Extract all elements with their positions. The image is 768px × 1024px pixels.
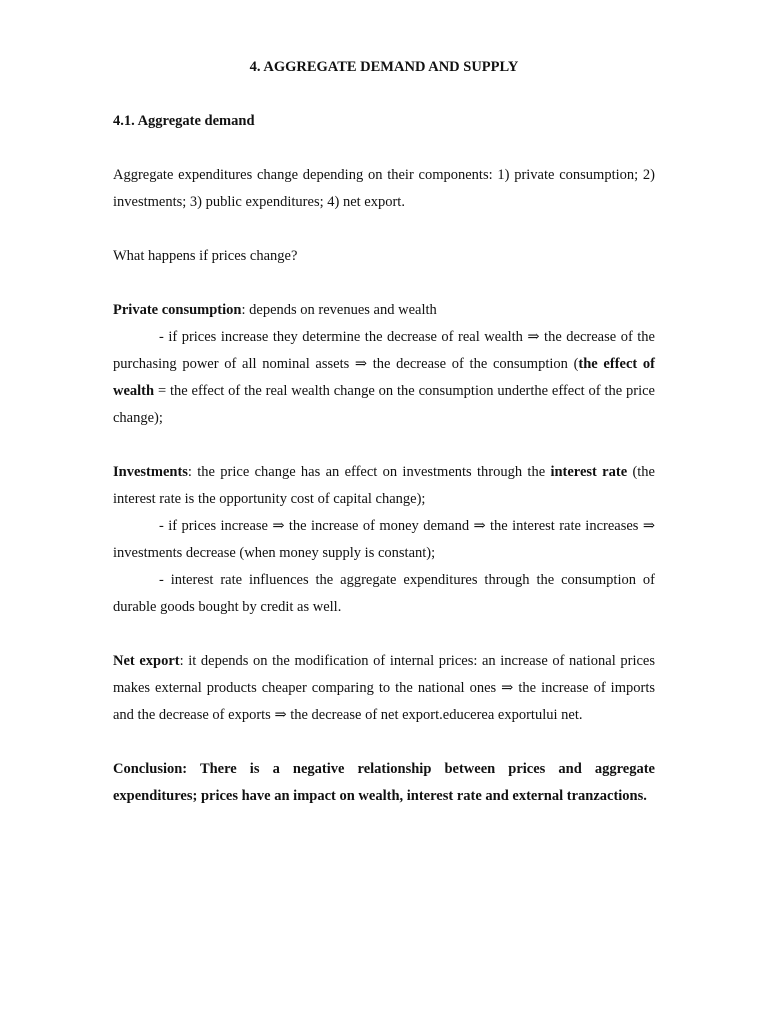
interest-rate-term: interest rate — [550, 464, 628, 480]
wealth-effect-text-2: = the effect of the real wealth change on the consumption underthe effect of the price change); — [113, 383, 655, 426]
wealth-effect-term: the effect of wealth — [113, 356, 655, 399]
net-export-text: : it depends on the modification of internal prices: an increase of national prices makes external products cheaper comparing to the national ones ⇒ the increase of imports and the decrease of exports ⇒ the decrease of net export.educerea exportului net. — [113, 653, 655, 723]
investments-label: Investments — [113, 464, 188, 480]
conclusion-paragraph — [113, 756, 655, 810]
page-title: 4. AGGREGATE DEMAND AND SUPPLY — [249, 59, 519, 75]
question-paragraph: What happens if prices change? — [113, 248, 298, 264]
private-consumption-label: Private consumption — [113, 302, 242, 318]
private-consumption-text: : depends on revenues and wealth — [241, 302, 437, 318]
investments-paragraph — [113, 459, 655, 513]
conclusion-text: Conclusion: There is a negative relationship between prices and aggregate expenditures; prices have an impact on wealth, interest rate and external tranzactions. — [113, 761, 655, 804]
private-consumption-bullet — [113, 324, 655, 432]
wealth-effect-text-1: - if prices increase they determine the decrease of real wealth ⇒ the decrease of the purchasing power of all nominal assets ⇒ the decrease of the consumption ( — [113, 329, 655, 372]
intro-paragraph: Aggregate expenditures change depending on their components: 1) private consumption; 2) investments; 3) public expenditures; 4) net export. — [113, 167, 655, 210]
investments-text-2: (the interest rate is the opportunity cost of capital change); — [113, 464, 655, 507]
private-consumption-paragraph — [113, 297, 655, 324]
document-body — [113, 54, 655, 810]
investments-text-1: : the price change has an effect on investments through the — [187, 464, 551, 480]
net-export-label: Net export — [113, 653, 180, 669]
section-heading: 4.1. Aggregate demand — [113, 113, 255, 129]
net-export-paragraph — [113, 648, 655, 729]
investments-bullet-1: - if prices increase ⇒ the increase of money demand ⇒ the interest rate increases ⇒ investments decrease (when money supply is constant); — [113, 518, 655, 561]
investments-bullet-2: - interest rate influences the aggregate expenditures through the consumption of durable goods bought by credit as well. — [113, 572, 655, 615]
